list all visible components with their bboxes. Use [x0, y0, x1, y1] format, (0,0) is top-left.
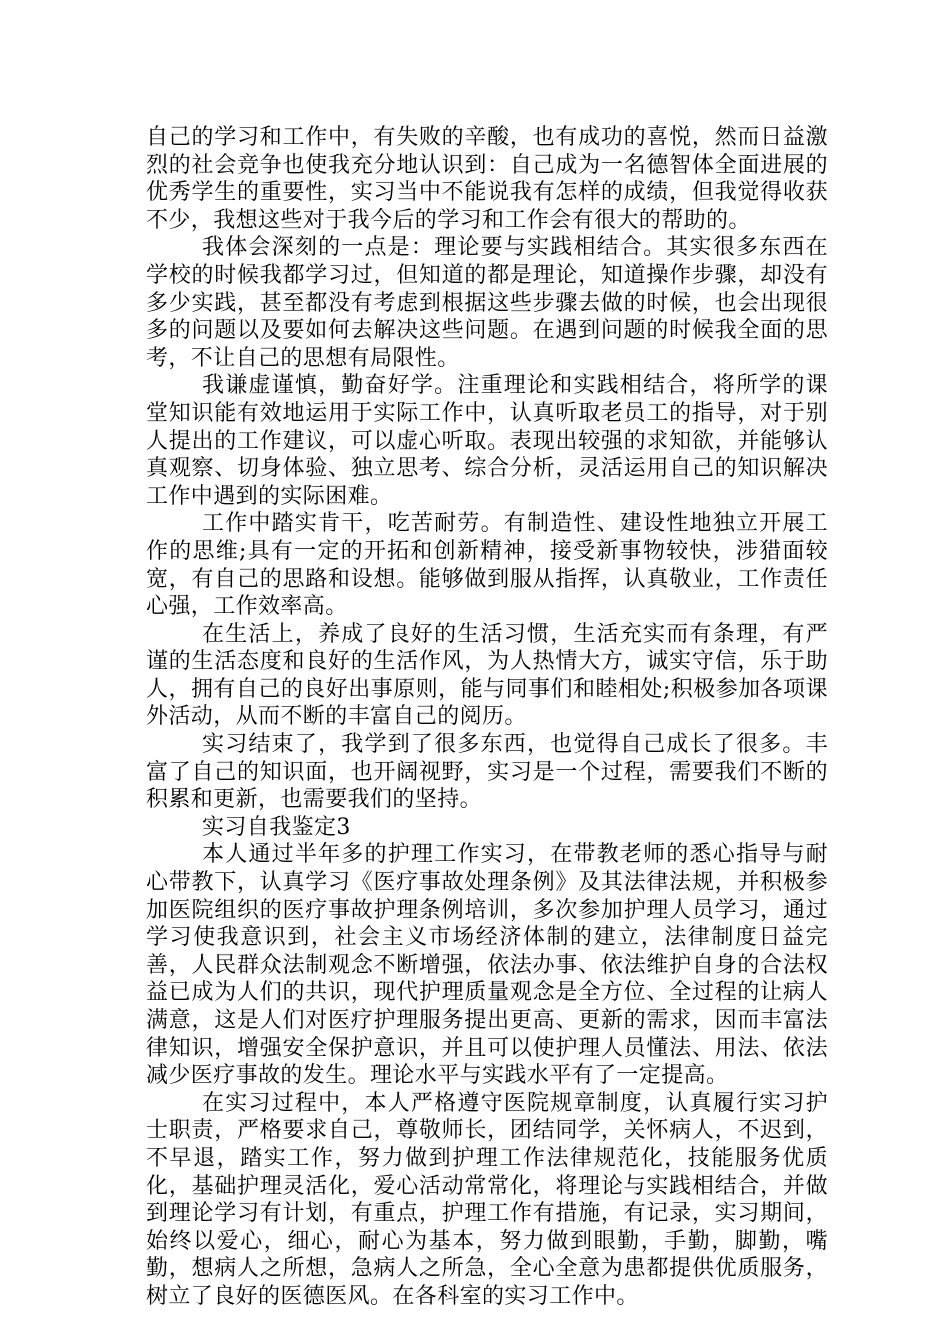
paragraph-5: 在生活上，养成了良好的生活习惯，生活充实而有条理，有严谨的生活态度和良好的生活作风，为人热情大方，诚实守信，乐于助人，拥有自己的良好出事原则，能与同事们和睦相处;积极参加各项课外活动，从而不断的丰富自己的阅历。: [146, 621, 828, 730]
paragraph-8: 在实习过程中，本人严格遵守医院规章制度，认真履行实习护士职责，严格要求自己，尊敬师长，团结同学，关怀病人，不迟到，不早退，踏实工作，努力做到护理工作法律规范化，技能服务优质化，基础护理灵活化，爱心活动常常化，将理论与实践相结合，并做到理论学习有计划，有重点，护理工作有措施，有记录，实习期间，始终以爱心，细心，耐心为基本，努力做到眼勤，手勤，脚勤，嘴勤，想病人之所想，急病人之所急，全心全意为患都提供优质服务，树立了良好的医德医风。在各科室的实习工作中。: [146, 1090, 828, 1309]
paragraph-3: 我谦虚谨慎，勤奋好学。注重理论和实践相结合，将所学的课堂知识能有效地运用于实际工作中，认真听取老员工的指导，对于别人提出的工作建议，可以虚心听取。表现出较强的求知欲，并能够认真观察、切身体验、独立思考、综合分析，灵活运用自己的知识解决工作中遇到的实际困难。: [146, 373, 828, 509]
section-heading: 实习自我鉴定3: [202, 814, 351, 840]
paragraph-7: 本人通过半年多的护理工作实习，在带教老师的悉心指导与耐心带教下，认真学习《医疗事故处理条例》及其法律法规，并积极参加医院组织的医疗事故护理条例培训，多次参加护理人员学习，通过学习使我意识到，社会主义市场经济体制的建立，法律制度日益完善，人民群众法制观念不断增强，依法办事、依法维护自身的合法权益已成为人们的共识，现代护理质量观念是全方位、全过程的让病人满意，这是人们对医疗护理服务提出更高、更新的需求，因而丰富法律知识，增强安全保护意识，并且可以使护理人员懂法、用法、依法减少医疗事故的发生。理论水平与实践水平有了一定提高。: [146, 842, 828, 1089]
paragraph-4: 工作中踏实肯干，吃苦耐劳。有制造性、建设性地独立开展工作的思维;具有一定的开拓和创新精神，接受新事物较快，涉猎面较宽，有自己的思路和设想。能够做到服从指挥，认真敬业，工作责任心强，工作效率高。: [146, 511, 828, 620]
paragraph-2: 我体会深刻的一点是：理论要与实践相结合。其实很多东西在学校的时候我都学习过，但知道的都是理论，知道操作步骤，却没有多少实践，甚至都没有考虑到根据这些步骤去做的时候，也会出现很多的问题以及要如何去解决这些问题。在遇到问题的时候我全面的思考，不让自己的思想有局限性。: [146, 235, 828, 371]
paragraph-6: 实习结束了，我学到了很多东西，也觉得自己成长了很多。丰富了自己的知识面，也开阔视野，实习是一个过程，需要我们不断的积累和更新，也需要我们的坚持。: [146, 732, 828, 813]
document-page: [146, 124, 828, 1311]
paragraph-1: 自己的学习和工作中，有失败的辛酸，也有成功的喜悦，然而日益激烈的社会竞争也使我充分地认识到：自己成为一名德智体全面进展的优秀学生的重要性，实习当中不能说我有怎样的成绩，但我觉得收获不少，我想这些对于我今后的学习和工作会有很大的帮助的。: [146, 125, 828, 233]
